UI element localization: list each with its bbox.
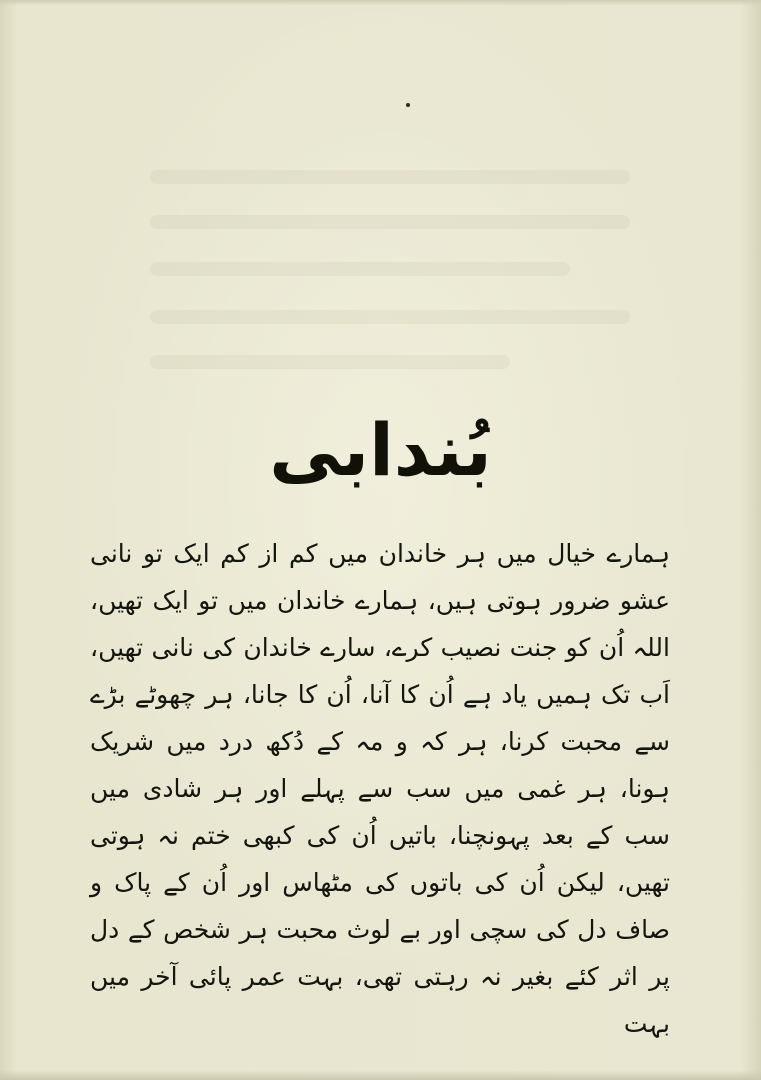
chapter-title: بُندابی: [269, 408, 492, 492]
body-paragraph: ہمارے خیال میں ہر خاندان میں کم از کم ایک تو نانی عشو ضرور ہوتی ہیں، ہمارے خاندان میں تو ایک تھیں، اللہ اُن کو جنت نصیب کرے، سارے خاندان کی نانی تھیں، اَب تک ہمیں یاد ہے اُن کا آنا، اُن کا جانا، ہر چھوٹے بڑے سے محبت کرنا، ہر کہ و مہ کے دُکھ درد میں شریک ہونا، ہر غمی میں سب سے پہلے اور ہر شادی میں سب کے بعد پہونچنا، باتیں اُن کی کبھی ختم نہ ہوتی تھیں، لیکن اُن کی باتوں کی مٹھاس اور اُن کے پاک و صاف دل کی سچی اور بے لوث محبت ہر شخص کے دل پر اثر کئے بغیر نہ رہتی تھی، بہت عمر پائی آخر میں بہت: [90, 539, 670, 1038]
bleed-through-line: [150, 310, 630, 324]
page-top-edge: [0, 0, 761, 6]
bleed-through-line: [150, 215, 630, 229]
bleed-through-line: [150, 355, 510, 369]
bleed-through-line: [150, 170, 630, 184]
ink-speck: [406, 103, 410, 107]
page-bottom-edge: [0, 1070, 761, 1080]
bleed-through-line: [150, 262, 570, 276]
